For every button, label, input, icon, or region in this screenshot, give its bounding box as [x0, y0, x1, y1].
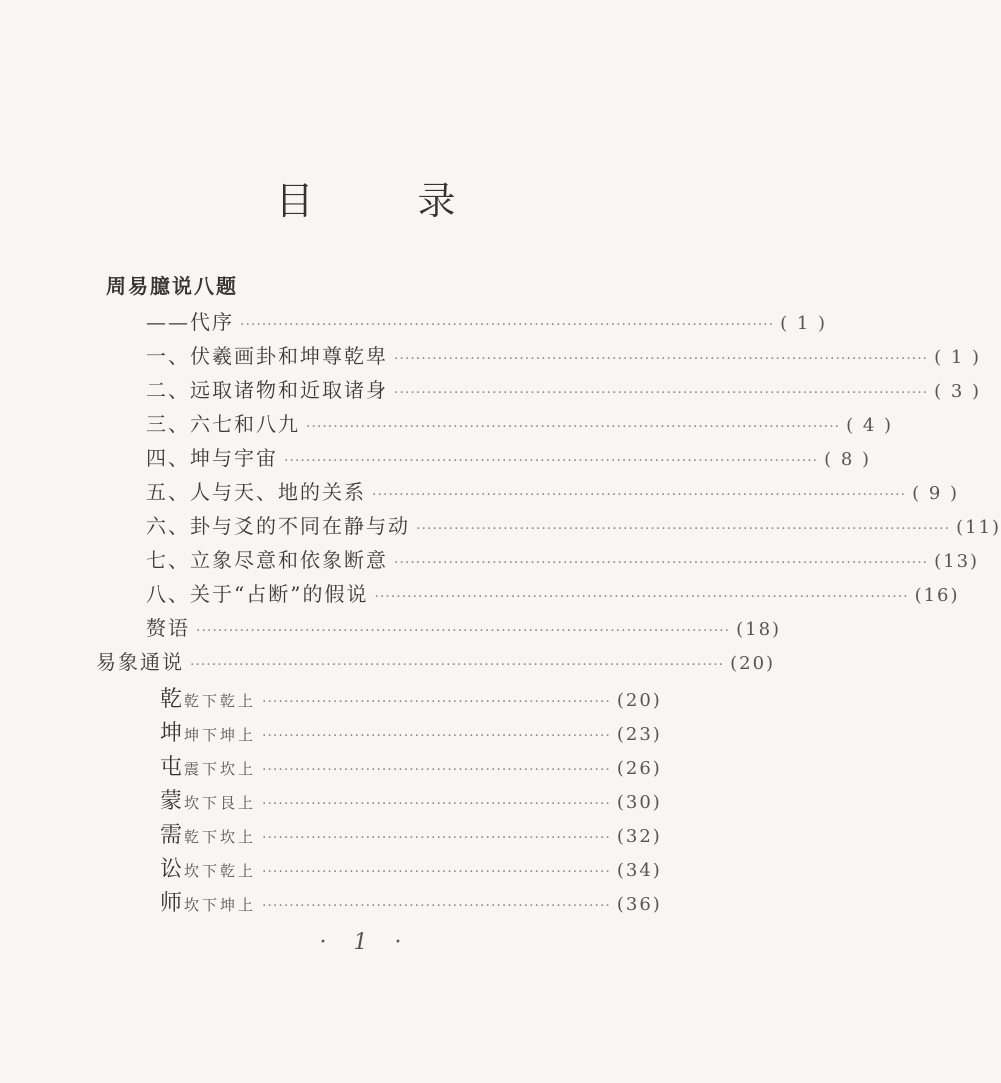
- toc-entry-label: ——代序: [146, 310, 234, 334]
- hexagram-entry[interactable]: [138, 682, 662, 714]
- hexagram-entry[interactable]: [138, 716, 662, 748]
- toc-entry-page: (20): [616, 690, 662, 711]
- hexagram-name: 屯: [160, 755, 185, 780]
- section-heading-zhouyi: 周易臆说八题: [106, 274, 238, 298]
- toc-entry-label: 二、远取诸物和近取诸身: [146, 378, 388, 402]
- toc-entry-page: ( 8 ): [824, 449, 872, 470]
- hexagram-trigrams: 坤下坤上: [184, 726, 257, 744]
- leader-dots: ··································································································: [394, 351, 929, 367]
- leader-dots: ································································: [262, 762, 611, 778]
- leader-dots: ··································································································: [372, 487, 907, 503]
- toc-entry[interactable]: [146, 612, 782, 644]
- hexagram-name: 乾: [160, 687, 185, 712]
- toc-entry-label: 赘语: [146, 616, 190, 640]
- hexagram-trigrams: 坎下乾上: [184, 862, 257, 880]
- hexagram-trigrams: 坎下艮上: [184, 794, 257, 812]
- toc-entry[interactable]: [146, 306, 828, 338]
- toc-entry-page: (20): [730, 653, 776, 674]
- leader-dots: ································································: [262, 694, 611, 710]
- leader-dots: ··································································································: [190, 657, 725, 673]
- toc-entry-page: (36): [616, 894, 662, 915]
- toc-entry-page: (26): [616, 758, 662, 779]
- toc-entry-page: ( 3 ): [934, 381, 982, 402]
- hexagram-name: 蒙: [160, 789, 185, 814]
- toc-entry-label: 六、卦与爻的不同在静与动: [146, 514, 410, 538]
- toc-entry-page: (11): [956, 517, 1001, 538]
- toc-entry-label: 四、坤与宇宙: [146, 446, 278, 470]
- toc-entry[interactable]: [146, 510, 1001, 542]
- leader-dots: ································································: [262, 864, 611, 880]
- leader-dots: ··································································································: [394, 385, 929, 401]
- hexagram-name: 讼: [160, 857, 185, 882]
- toc-entry-page: ( 4 ): [846, 415, 894, 436]
- hexagram-trigrams: 震下坎上: [184, 760, 257, 778]
- leader-dots: ··································································································: [374, 589, 909, 605]
- toc-entry-label: 七、立象尽意和依象断意: [146, 548, 388, 572]
- toc-entry-page: ( 1 ): [780, 313, 828, 334]
- toc-entry-label: 八、关于“占断”的假说: [146, 582, 369, 606]
- toc-entry[interactable]: [146, 544, 980, 576]
- toc-entry[interactable]: [146, 374, 982, 406]
- hexagram-name: 师: [160, 891, 185, 916]
- toc-entry-page: (30): [616, 792, 662, 813]
- toc-entry-page: ( 1 ): [934, 347, 982, 368]
- toc-entry-yixiang[interactable]: [96, 646, 776, 678]
- section-heading-yixiang: 易象通说: [96, 650, 184, 674]
- toc-entry-label: 五、人与天、地的关系: [146, 480, 366, 504]
- leader-dots: ··································································································: [284, 453, 819, 469]
- hexagram-entry[interactable]: [138, 852, 662, 884]
- toc-entry-page: (13): [934, 551, 980, 572]
- toc-entry-page: (16): [914, 585, 960, 606]
- hexagram-trigrams: 乾下坎上: [184, 828, 257, 846]
- toc-entry-label: 三、六七和八九: [146, 412, 300, 436]
- toc-entry[interactable]: [146, 476, 960, 508]
- leader-dots: ··································································································: [416, 521, 951, 537]
- toc-entry[interactable]: [146, 340, 982, 372]
- hexagram-trigrams: 乾下乾上: [184, 692, 257, 710]
- leader-dots: ································································: [262, 830, 611, 846]
- leader-dots: ··································································································: [306, 419, 841, 435]
- leader-dots: ··································································································: [240, 317, 775, 333]
- leader-dots: ··································································································: [394, 555, 929, 571]
- leader-dots: ································································: [262, 728, 611, 744]
- leader-dots: ··································································································: [196, 623, 731, 639]
- toc-entry-page: ( 9 ): [912, 483, 960, 504]
- hexagram-entry[interactable]: [138, 750, 662, 782]
- leader-dots: ································································: [262, 796, 611, 812]
- hexagram-name: 坤: [160, 721, 185, 746]
- toc-entry[interactable]: [146, 408, 894, 440]
- hexagram-entry[interactable]: [138, 886, 662, 918]
- hexagram-name: 需: [160, 823, 185, 848]
- toc-entry[interactable]: [146, 442, 872, 474]
- toc-entry-label: 一、伏羲画卦和坤尊乾卑: [146, 344, 388, 368]
- page-title: 目 录: [275, 179, 502, 223]
- hexagram-entry[interactable]: [138, 784, 662, 816]
- page-folio: · 1 ·: [319, 930, 412, 955]
- toc-entry-page: (34): [616, 860, 662, 881]
- hexagram-trigrams: 坎下坤上: [184, 896, 257, 914]
- toc-entry-page: (23): [616, 724, 662, 745]
- leader-dots: ································································: [262, 898, 611, 914]
- toc-entry[interactable]: [146, 578, 960, 610]
- hexagram-entry[interactable]: [138, 818, 662, 850]
- toc-entry-page: (18): [736, 619, 782, 640]
- toc-entry-page: (32): [616, 826, 662, 847]
